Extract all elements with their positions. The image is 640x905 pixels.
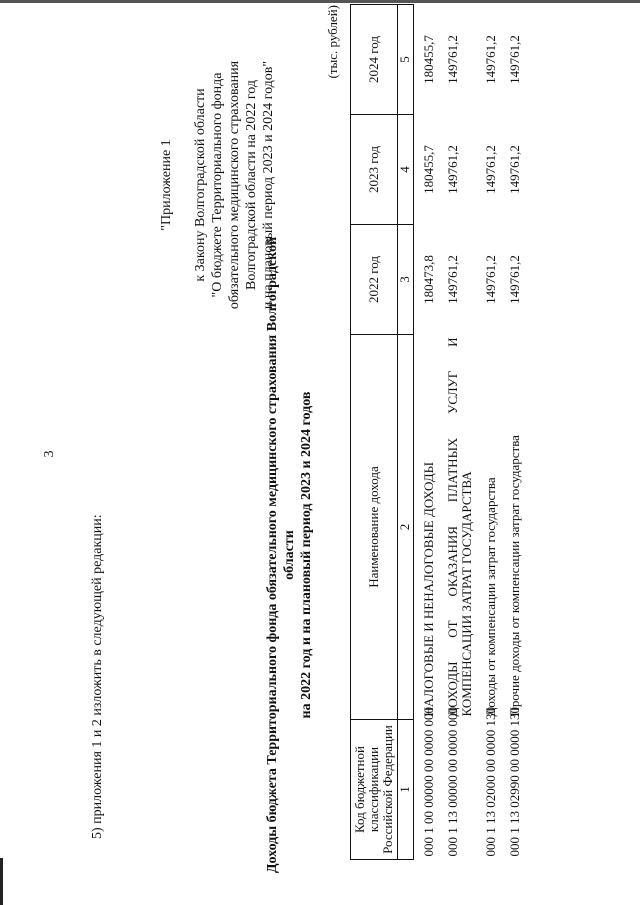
income-name: Доходы от компенсации затрат государства	[483, 477, 498, 717]
budget-code: 000 1 13 02000 00 0000 130	[483, 707, 498, 857]
revenue-table	[350, 4, 524, 860]
header-code: Код бюджетной классификации Российской Федерации	[351, 720, 398, 860]
appendix-line: обязательного медицинского страхования	[227, 60, 242, 310]
header-2022: 2022 год	[351, 225, 398, 335]
budget-code: 000 1 13 00000 00 0000 000	[445, 707, 460, 857]
table-row	[476, 5, 500, 860]
value-2024: 149761,2	[507, 35, 522, 84]
value-2022: 149761,2	[445, 255, 460, 304]
value-2024: 149761,2	[445, 35, 460, 84]
column-number: 2	[398, 335, 414, 720]
appendix-line: к Закону Волгоградской области	[193, 88, 208, 282]
column-number: 3	[398, 225, 414, 335]
appendix-line: "О бюджете Территориального фонда	[210, 72, 225, 298]
value-2023: 149761,2	[483, 145, 498, 194]
value-2022: 149761,2	[507, 255, 522, 304]
page-number: 3	[42, 450, 57, 458]
value-2024: 180455,7	[421, 35, 436, 84]
value-2022: 149761,2	[483, 255, 498, 304]
appendix-title: "Приложение 1	[159, 139, 174, 231]
table-row	[438, 5, 476, 860]
unit-label: (тыс. рублей)	[325, 5, 340, 79]
column-number: 5	[398, 5, 414, 115]
header-name: Наименование дохода	[351, 335, 398, 720]
table-title	[264, 235, 315, 875]
table-row	[414, 5, 439, 860]
value-2022: 180473,8	[421, 255, 436, 304]
income-name: НАЛОГОВЫЕ И НЕНАЛОГОВЫЕ ДОХОДЫ	[421, 462, 436, 717]
header-2024: 2024 год	[351, 5, 398, 115]
value-2023: 180455,7	[421, 145, 436, 194]
column-number: 4	[398, 115, 414, 225]
column-number-row	[398, 5, 414, 860]
income-name: Прочие доходы от компенсации затрат государства	[507, 435, 522, 717]
appendix-header	[158, 5, 277, 365]
table-title-line: на 2022 год и на плановый период 2023 и 2024 годов	[299, 391, 314, 719]
budget-code: 000 1 13 02990 00 0000 130	[507, 707, 522, 857]
budget-code: 000 1 00 00000 00 0000 000	[421, 707, 436, 857]
value-2024: 149761,2	[483, 35, 498, 84]
intro-paragraph: 5) приложения 1 и 2 изложить в следующей редакции:	[90, 514, 105, 839]
value-2023: 149761,2	[507, 145, 522, 194]
appendix-line: Волгоградской области на 2022 год	[244, 79, 259, 291]
value-2023: 149761,2	[445, 145, 460, 194]
table-row	[500, 5, 524, 860]
appendix-line: и на плановый период 2023 и 2024 годов"	[261, 60, 276, 310]
column-number: 1	[398, 720, 414, 860]
table-title-line: Доходы бюджета Территориального фонда обязательного медицинского страхования Волгоградской области	[265, 236, 297, 874]
header-2023: 2023 год	[351, 115, 398, 225]
income-name: ДОХОДЫ ОТ ОКАЗАНИЯ ПЛАТНЫХ УСЛУГ И КОМПЕНСАЦИИ ЗАТРАТ ГОСУДАРСТВА	[445, 337, 474, 717]
table-header-row	[351, 5, 398, 860]
